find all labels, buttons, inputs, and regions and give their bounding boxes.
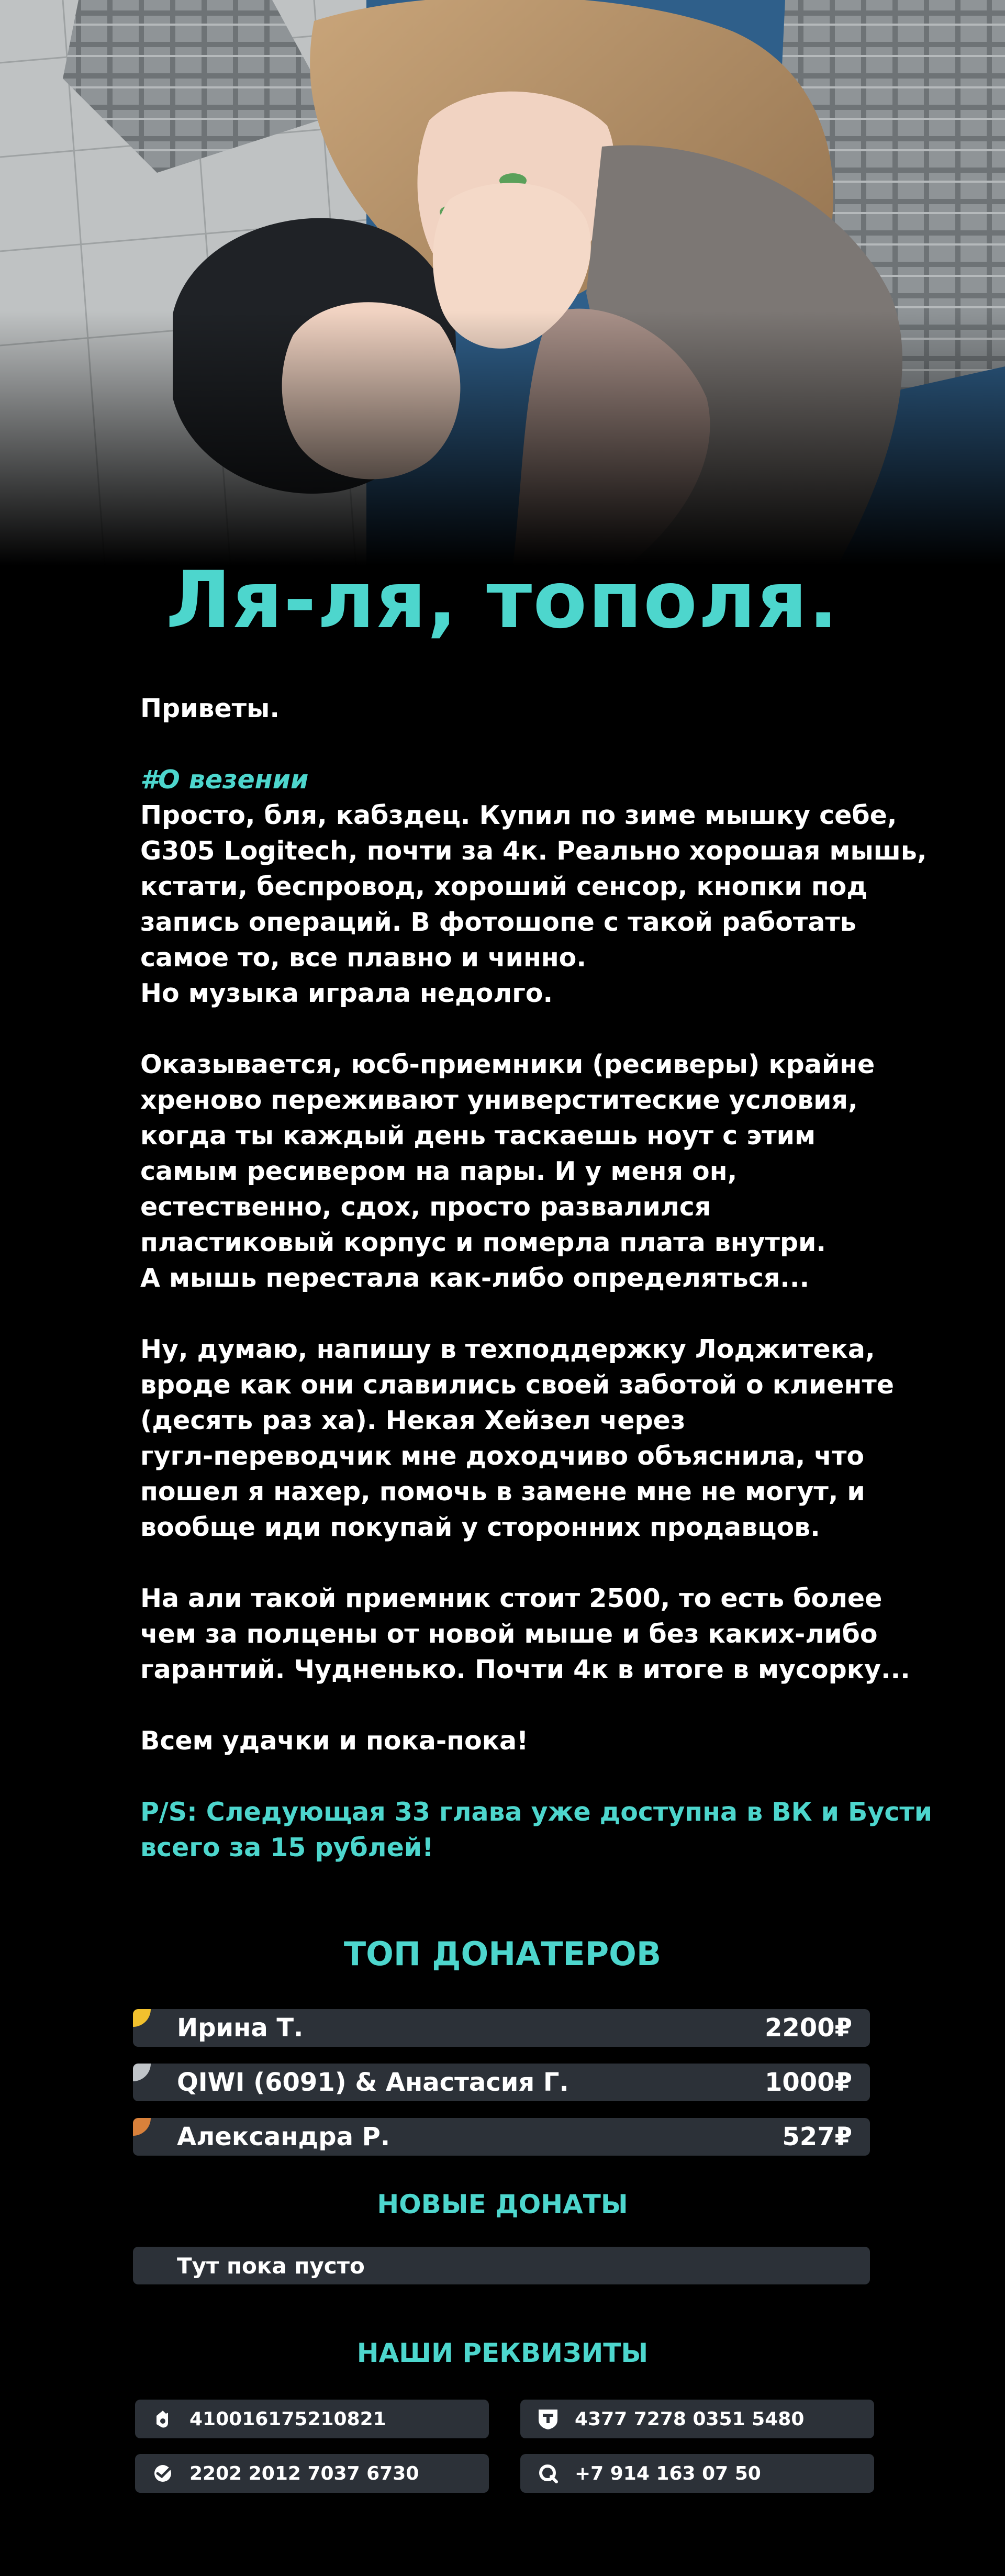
- qiwi-icon: [536, 2461, 560, 2485]
- requisite-sberbank[interactable]: [135, 2454, 489, 2493]
- recent-donations-empty: [133, 2247, 870, 2284]
- donor-amount: 2200₽: [765, 2013, 852, 2043]
- top-donors-title: ТОП ДОНАТЕРОВ: [343, 1935, 662, 1973]
- donor-amount: 527₽: [782, 2122, 852, 2151]
- recent-donations-title: НОВЫЕ ДОНАТЫ: [377, 2189, 628, 2220]
- yoomoney-icon: [151, 2407, 175, 2431]
- requisite-value: 4377 7278 0351 5480: [575, 2408, 805, 2430]
- post-paragraph-3: Ну, думаю, напишу в техподдержку Лоджитека, вроде как они славились своей заботой о клиенте (десять раз ха). Некая Хейзел через гугл-переводчик мне доходчиво объяснила, что пошел я нахер, помочь в замене мне не могут, и вообще иди покупай у сторонних продавцов.: [140, 1334, 894, 1542]
- empty-text: Тут пока пусто: [177, 2252, 365, 2279]
- requisite-value: 410016175210821: [189, 2408, 386, 2430]
- post-paragraph-1: [140, 762, 936, 1011]
- donor-row: [133, 2118, 870, 2156]
- sberbank-icon: [151, 2461, 175, 2485]
- post-body: [140, 691, 936, 1901]
- tinkoff-icon: [536, 2407, 560, 2431]
- donor-name: QIWI (6091) & Анастасия Г.: [177, 2068, 569, 2097]
- requisite-qiwi[interactable]: [520, 2454, 874, 2493]
- donor-amount: 1000₽: [765, 2068, 852, 2097]
- page-title: Ля-ля, тополя.: [165, 555, 840, 646]
- donor-name: Александра Р.: [177, 2122, 390, 2151]
- bronze-rank-icon: [133, 2118, 151, 2136]
- post-paragraph-4: На али такой приемник стоит 2500, то есть более чем за полцены от новой мыше и без каких-либо гарантий. Чудненько. Почти 4к в итоге в мусорку...: [140, 1583, 910, 1685]
- post-paragraph-5: Всем удачки и пока-пока!: [140, 1726, 529, 1756]
- gold-rank-icon: [133, 2009, 151, 2027]
- requisite-tinkoff[interactable]: [520, 2400, 874, 2438]
- requisite-value: 2202 2012 7037 6730: [189, 2462, 419, 2484]
- post-paragraph-2: Оказывается, юсб-приемники (ресиверы) крайне хреново переживают универститеские условия, когда ты каждый день таскаешь ноут с этим самым ресивером на пары. И у меня он, естественно, сдох, просто развалился пластиковый корпус и померла плата внутри. А мышь перестала как-либо определяться...: [140, 1050, 875, 1293]
- hero-illustration: [0, 0, 1005, 565]
- post-hashtag[interactable]: #О везении: [140, 765, 309, 795]
- donor-row: [133, 2009, 870, 2047]
- silver-rank-icon: [133, 2064, 151, 2081]
- post-ps: P/S: Следующая 33 глава уже доступна в ВК и Бусти всего за 15 рублей!: [140, 1797, 933, 1863]
- requisite-value: +7 914 163 07 50: [575, 2462, 761, 2484]
- donor-row: [133, 2064, 870, 2101]
- requisite-yoomoney[interactable]: [135, 2400, 489, 2438]
- post-greeting: Приветы.: [140, 694, 280, 723]
- requisites-title: НАШИ РЕКВИЗИТЫ: [356, 2338, 649, 2368]
- donor-name: Ирина Т.: [177, 2013, 304, 2043]
- post-paragraph-1-text: Просто, бля, кабздец. Купил по зиме мышку себе, G305 Logitech, почти за 4к. Реально хорошая мышь, кстати, беспровод, хороший сенсор, кнопки под запись операций. В фотошопе с такой работать самое то, все плавно и чинно. Но музыка играла недолго.: [140, 800, 927, 1008]
